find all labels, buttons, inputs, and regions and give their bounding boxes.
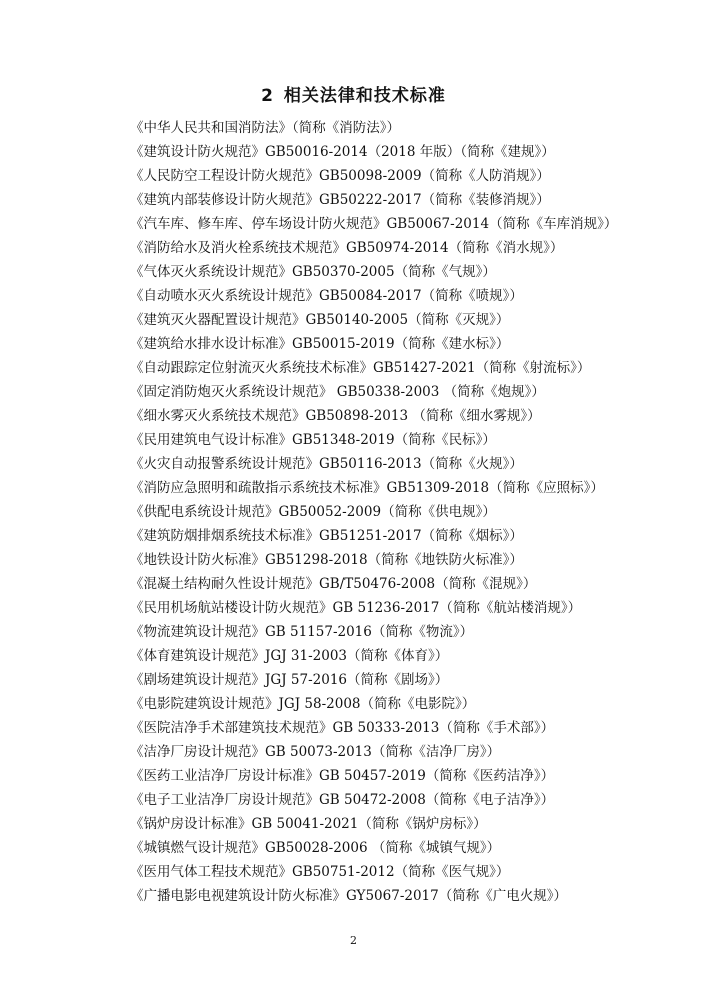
standard-entry: 《电子工业洁净厂房设计规范》GB 50472-2008（简称《电子洁净》） [130, 792, 555, 808]
standard-entry: 《建筑内部装修设计防火规范》GB50222-2017（简称《装修消规》） [130, 192, 550, 208]
standard-entry: 《汽车库、修车库、停车场设计防火规范》GB50067-2014（简称《车库消规》） [130, 216, 618, 232]
standard-entry: 《地铁设计防火标准》GB51298-2018（简称《地铁防火标准》） [130, 552, 523, 568]
standard-entry: 《细水雾灭火系统技术规范》GB50898-2013 （简称《细水雾规》） [130, 408, 541, 424]
standard-entry: 《锅炉房设计标准》GB 50041-2021（简称《锅炉房标》） [130, 816, 487, 832]
standard-entry: 《自动跟踪定位射流灭火系统技术标准》GB51427-2021（简称《射流标》） [130, 360, 591, 376]
section-heading [0, 84, 707, 108]
section-number: 2 [261, 86, 274, 106]
standard-entry: 《人民防空工程设计防火规范》GB50098-2009（简称《人防消规》） [130, 168, 550, 184]
standard-entry: 《洁净厂房设计规范》GB 50073-2013（简称《洁净厂房》） [130, 744, 501, 760]
standard-entry: 《建筑设计防火规范》GB50016-2014（2018 年版）（简称《建规》） [130, 144, 555, 160]
standard-entry: 《建筑防烟排烟系统技术标准》GB51251-2017（简称《烟标》） [130, 528, 523, 544]
standard-entry: 《消防给水及消火栓系统技术规范》GB50974-2014（简称《消水规》） [130, 240, 564, 256]
standard-entry: 《医药工业洁净厂房设计标准》GB 50457-2019（简称《医药洁净》） [130, 768, 555, 784]
section-title: 相关法律和技术标准 [283, 86, 446, 106]
page-number: 2 [350, 934, 357, 947]
standard-entry: 《建筑给水排水设计标准》GB50015-2019（简称《建水标》） [130, 336, 510, 352]
standard-entry: 《电影院建筑设计规范》JGJ 58-2008（简称《电影院》） [130, 696, 476, 712]
standard-entry: 《民用建筑电气设计标准》GB51348-2019（简称《民标》） [130, 432, 496, 448]
standard-entry: 《混凝土结构耐久性设计规范》GB/T50476-2008（简称《混规》） [130, 576, 537, 592]
standard-entry: 《广播电影电视建筑设计防火标准》GY5067-2017（简称《广电火规》） [130, 888, 567, 904]
standard-entry: 《固定消防炮灭火系统设计规范》 GB50338-2003 （简称《炮规》） [130, 384, 545, 400]
standard-entry: 《医院洁净手术部建筑技术规范》GB 50333-2013（简称《手术部》） [130, 720, 555, 736]
standard-entry: 《自动喷水灭火系统设计规范》GB50084-2017（简称《喷规》） [130, 288, 523, 304]
standards-list [0, 116, 707, 908]
standard-entry: 《中华人民共和国消防法》（简称《消防法》） [130, 120, 400, 136]
standard-entry: 《体育建筑设计规范》JGJ 31-2003（简称《体育》） [130, 648, 449, 664]
standard-entry: 《消防应急照明和疏散指示系统技术标准》GB51309-2018（简称《应照标》） [130, 480, 604, 496]
standard-entry: 《供配电系统设计规范》GB50052-2009（简称《供电规》） [130, 504, 496, 520]
standard-entry: 《城镇燃气设计规范》GB50028-2006 （简称《城镇气规》） [130, 840, 501, 856]
standard-entry: 《火灾自动报警系统设计规范》GB50116-2013（简称《火规》） [130, 456, 523, 472]
standard-entry: 《物流建筑设计规范》GB 51157-2016（简称《物流》） [130, 624, 474, 640]
standard-entry: 《剧场建筑设计规范》JGJ 57-2016（简称《剧场》） [130, 672, 449, 688]
standard-entry: 《民用机场航站楼设计防火规范》GB 51236-2017（简称《航站楼消规》） [130, 600, 582, 616]
standard-entry: 《医用气体工程技术规范》GB50751-2012（简称《医气规》） [130, 864, 510, 880]
standard-entry: 《气体灭火系统设计规范》GB50370-2005（简称《气规》） [130, 264, 496, 280]
standard-entry: 《建筑灭火器配置设计规范》GB50140-2005（简称《灭规》） [130, 312, 510, 328]
